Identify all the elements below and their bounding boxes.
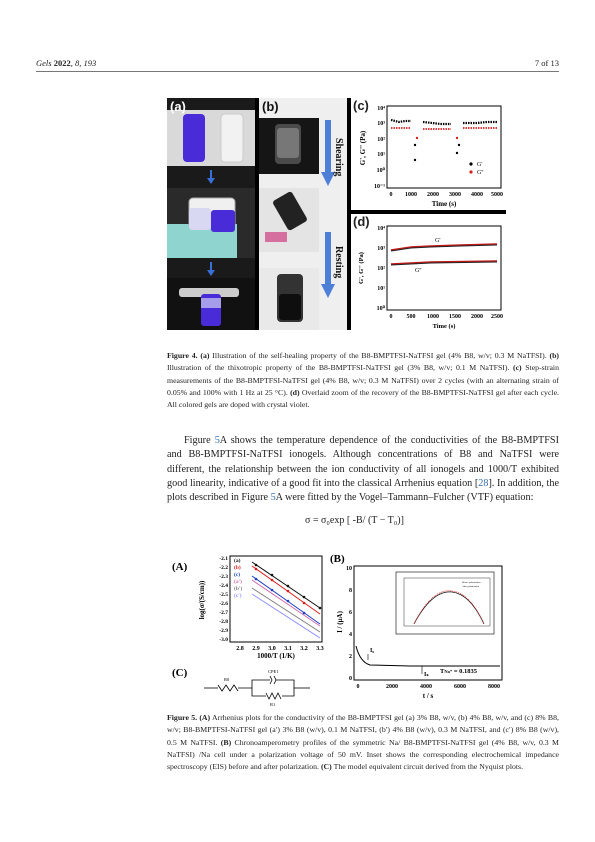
panel-a-label: (a)	[170, 99, 186, 114]
a-ytick-4: -2.4	[219, 583, 228, 589]
self-healing-photos	[167, 98, 255, 330]
b-i0-label: I₀	[370, 648, 375, 654]
a-ytick-10: -3.0	[219, 637, 228, 643]
resting-label: Resting	[333, 246, 344, 279]
a-xtick-2: 2.9	[252, 646, 260, 652]
d-xtick-1: 0	[389, 314, 393, 320]
panel-d-plot	[351, 214, 506, 330]
a-xtick-3: 3.0	[268, 646, 276, 652]
d-xtick-3: 1000	[427, 314, 439, 320]
a-ylabel: log(σ/(S/cm))	[198, 580, 206, 620]
c-xtick-4: 3000	[449, 192, 461, 198]
b-tna-label: TNa⁺ = 0.1835	[440, 668, 478, 675]
b-ytick-6: 10	[346, 566, 352, 572]
d-xtick-5: 2000	[471, 314, 483, 320]
a-xtick-6: 3.3	[316, 646, 324, 652]
figure-5-link[interactable]: 5	[214, 435, 220, 446]
c-ytick-6: 10⁻¹	[374, 184, 385, 190]
b-ytick-1: 0	[349, 676, 352, 682]
figure-5-label: Figure 5.	[167, 713, 198, 722]
journal-volume: , 8, 193	[70, 58, 97, 68]
d-ytick-3: 10²	[377, 266, 385, 272]
caption4-b-ref: (b)	[549, 351, 559, 360]
c-ytick-2: 10³	[377, 121, 385, 127]
d-ytick-2: 10³	[377, 246, 385, 252]
d-ytick-1: 10⁴	[377, 226, 385, 232]
b-xtick-3: 4000	[420, 684, 432, 690]
running-header-journal	[36, 58, 96, 68]
a-xtick-5: 3.2	[300, 646, 308, 652]
journal-year: 2022	[53, 58, 71, 68]
a-xtick-4: 3.1	[284, 646, 292, 652]
thixotropy-photos	[259, 98, 347, 330]
para-text-3: ]. In addition, the plots described in Figure	[167, 477, 559, 504]
journal-name: Gels	[36, 58, 52, 68]
figure-5-link-2[interactable]: 5	[270, 492, 276, 504]
caption5-C-text: The model equivalent circuit derived from the Nyquist plots.	[331, 762, 524, 772]
equivalent-circuit	[204, 676, 310, 699]
inset-legend-before: Before polarization	[462, 581, 481, 584]
panel-d-chart	[351, 214, 506, 330]
figure-5-caption	[167, 712, 559, 773]
ref-28-link[interactable]: 28	[478, 477, 489, 489]
panel-b-label: (b)	[262, 99, 279, 114]
para-text-1: Figure	[184, 435, 215, 446]
d-ytick-4: 10¹	[377, 286, 385, 292]
a-legend-a: (a)	[234, 558, 241, 564]
c-xtick-6: 5000	[491, 192, 503, 198]
b-ytick-2: 2	[349, 654, 352, 660]
a-ytick-9: -2.9	[219, 628, 228, 634]
vtf-equation: σ = σ₀exp [ -B/ (T − T₀)]	[305, 515, 404, 526]
c-ytick-3: 10²	[377, 137, 385, 143]
a-ytick-8: -2.8	[219, 619, 228, 625]
panel-c-plot	[351, 98, 506, 210]
b-xlabel: t / s	[422, 692, 434, 700]
body-paragraph	[167, 434, 559, 505]
panel-C-label: (C)	[172, 667, 188, 679]
c-xtick-3: 2000	[427, 192, 439, 198]
caption5-A-ref: (A)	[199, 713, 211, 722]
b-is-label: Iₛ	[424, 672, 429, 678]
eis-inset	[396, 572, 494, 634]
panel-d-label: (d)	[353, 214, 370, 229]
c-ylabel: G', G'' (Pa)	[359, 130, 367, 166]
panel-c-chart	[351, 98, 506, 210]
caption5-A-text: Arrhenius plots for the conductivity of the B8-BMPTFSI gel (a) 3% B8, w/v, (b) 4% B8, w/v, and (c) 8% B8, w/v; B8-BMPTFSI-NaTFSI gel (a′) 3% B8 (w/v), 0.1 M NaTFSI, (b′) 4% B8 (w/v), 0.3 M NaTFSI, and (c′) 8% B8 (w/v), 0.5 M NaTFSI.	[167, 713, 559, 747]
shearing-label: Shearing	[333, 138, 344, 177]
d-label-gp: G'	[435, 238, 441, 244]
inset-legend-after: After polarization	[462, 585, 480, 588]
a-ytick-7: -2.7	[219, 610, 228, 616]
d-label-gpp: G''	[415, 268, 422, 274]
figure-4-caption	[167, 350, 559, 411]
caption4-a-text: Illustration of the self-healing property of the B8-BMPTFSI-NaTFSI gel (4% B8, w/v; 0.3 M NaTFSI).	[209, 351, 550, 360]
a-ytick-6: -2.6	[219, 601, 228, 607]
b-ytick-4: 6	[349, 610, 352, 616]
b-xtick-1: 0	[356, 684, 360, 690]
circuit-cpe1: CPE1	[268, 669, 279, 674]
c-ytick-5: 10⁰	[376, 168, 385, 174]
c-legend-gp: G'	[477, 162, 483, 168]
caption5-B-text: Chronoamperometry profiles of the symmetric Na/ B8-BMPTFSI-NaTFSI gel (4% B8, w/v, 0.3 M NaTFSI) /Na cell under a polarization voltage of 50 mV. Inset shows the corresponding electrochemical impedance spectroscopy (EIS) before and after polarization.	[167, 737, 559, 772]
a-legend-c: (c)	[234, 572, 241, 578]
d-xlabel: Time (s)	[432, 323, 456, 330]
page-number: 7 of 13	[534, 58, 559, 68]
panel-a-photos	[167, 98, 255, 330]
d-ylabel: G', G'' (Pa)	[358, 252, 365, 284]
figure-5	[170, 550, 506, 708]
figure-4	[167, 98, 506, 330]
c-xtick-1: 0	[389, 192, 393, 198]
a-legend-b2: (b')	[234, 586, 243, 592]
b-xtick-2: 2000	[386, 684, 398, 690]
b-ylabel: I / (μA)	[336, 611, 344, 633]
panel-c-label: (c)	[353, 98, 369, 113]
a-legend-c2: (c')	[234, 593, 242, 599]
a-legend-a2: (a')	[234, 579, 242, 585]
caption5-C-ref: (C)	[320, 762, 332, 772]
d-xtick-6: 2500	[491, 314, 503, 320]
d-xtick-4: 1500	[449, 314, 461, 320]
b-ytick-5: 8	[349, 588, 352, 594]
circuit-r0: R0	[224, 677, 230, 682]
circuit-r1: R1	[270, 702, 276, 707]
b-ytick-3: 4	[349, 632, 352, 638]
figure-4-label: Figure 4.	[167, 351, 198, 360]
d-xtick-2: 500	[406, 314, 416, 320]
caption4-c-text: Step-strain measurements of the B8-BMPTFSI-NaTFSI gel (4% B8, w/v; 0.3 M NaTFSI) over 2 cycles (with an alternating strain of 0.05% and 100% with 1 Hz at 25 °C).	[167, 363, 559, 397]
header-rule	[36, 71, 559, 72]
caption5-B-ref: (B)	[220, 737, 232, 747]
a-xtick-1: 2.8	[236, 646, 244, 652]
panel-B-label: (B)	[330, 553, 345, 565]
a-ytick-2: -2.2	[219, 565, 228, 571]
panel-A-label: (A)	[172, 561, 188, 573]
caption4-d-text: Overlaid zoom of the recovery of the B8-BMPTFSI-NaTFSI gel after each cycle. All colored gels are doped with crystal violet.	[167, 387, 559, 410]
figure-5-plots	[170, 550, 506, 708]
c-ytick-4: 10¹	[377, 152, 385, 158]
a-legend-b: (b)	[234, 565, 241, 571]
caption4-d-ref: (d)	[290, 387, 300, 397]
c-xtick-2: 1000	[405, 192, 417, 198]
c-xlabel: Time (s)	[431, 200, 457, 208]
c-legend-gpp: G''	[477, 170, 484, 176]
caption4-a-ref: (a)	[200, 351, 210, 360]
a-ytick-5: -2.5	[219, 592, 228, 598]
para-text-4: A were fitted by the Vogel–Tammann–Fulcher (VTF) equation:	[275, 492, 534, 504]
a-xlabel: 1000/T (1/K)	[257, 652, 295, 660]
c-ytick-1: 10⁴	[377, 106, 385, 112]
a-ytick-3: -2.3	[219, 574, 228, 580]
panel-b-photos	[259, 98, 347, 330]
c-xtick-5: 4000	[471, 192, 483, 198]
b-xtick-5: 8000	[488, 684, 500, 690]
b-xtick-4: 6000	[454, 684, 466, 690]
d-ytick-5: 10⁰	[376, 306, 385, 312]
para-text-2: A shows the temperature dependence of the conductivities of the B8-BMPTFSI and B8-BMPTFSI-NaTFSI ionogels. Although concentrations of B8 and NaTFSI were different, the relationship between the ion conductivity of all ionogels and 1000/T exhibited good linearity, indicative of a good fit into the classical Arrhenius equation [	[167, 435, 559, 489]
a-ytick-1: -2.1	[219, 556, 228, 562]
caption4-b-text: Illustration of the thixotropic property of the B8-BMPTFSI-NaTFSI gel (3% B8, w/v; 0.1 M NaTFSI).	[167, 363, 513, 373]
caption4-c-ref: (c)	[513, 363, 522, 373]
